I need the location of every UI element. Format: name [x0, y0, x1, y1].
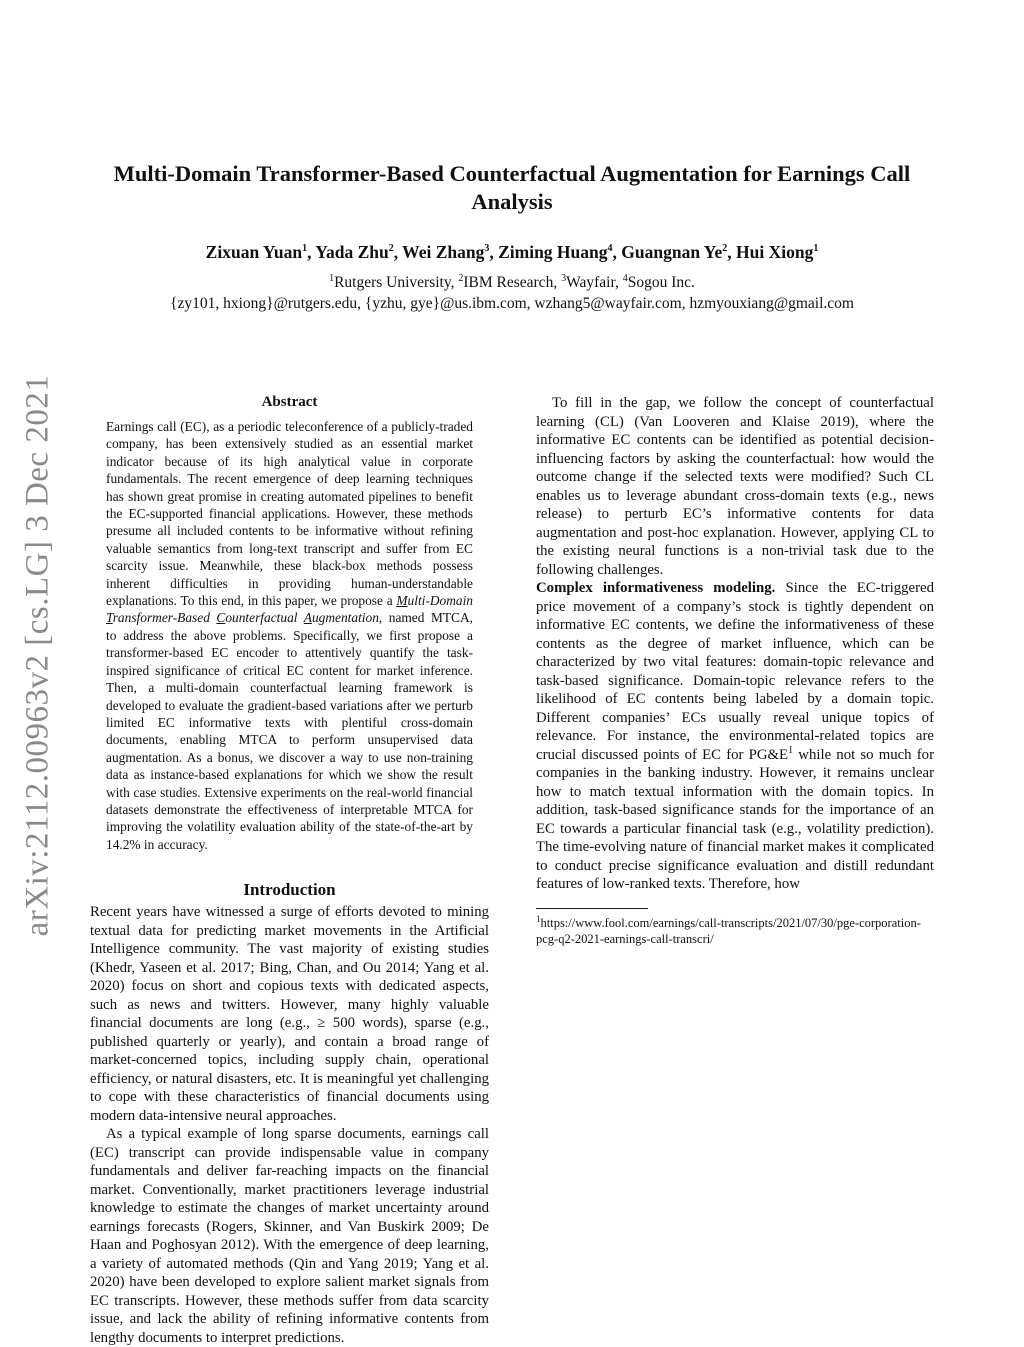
- author: Yada Zhu$^2$: [315, 242, 394, 262]
- author: Zixuan Yuan$^1$: [205, 242, 308, 262]
- author: Hui Xiong$^1$: [736, 242, 819, 262]
- right-column: [536, 394, 934, 948]
- author-emails: {zy101, hxiong}@rutgers.edu, {yzhu, gye}@us.ibm.com, wzhang5@wayfair.com, hzmyouxiang@gmail.com: [170, 295, 854, 312]
- intro-paragraph-2: As a typical example of long sparse documents, earnings call (EC) transcript can provide indispensable value in company fundamentals and deliver far-reaching impacts on the financial market. Conventionally, market practitioners leverage industrial knowledge to estimate the changes of market uncertainty around earnings forecasts (Rogers, Skinner, and Van Buskirk 2009; De Haan and Poghosyan 2012). With the emergence of deep learning, a variety of automated methods (Qin and Yang 2019; Yang et al. 2020) have been developed to explore salient market signals from EC transcripts. However, these methods suffer from data scarcity issue, and lack the ability of refining informative contents from lengthy documents to interpret predictions.: [90, 1126, 489, 1346]
- left-column: [90, 392, 489, 1347]
- footnote-ref: 1: [788, 744, 794, 756]
- author: Wei Zhang$^3$: [402, 242, 490, 262]
- arxiv-id: arXiv:2112.00963v2 [cs.LG] 3 Dec 2021: [19, 374, 56, 936]
- abstract-text: Earnings call (EC), as a periodic teleconference of a publicly-traded company, has been extensively studied as an essential market indicator because of its high analytical value in corporate fundamentals. The recent emergence of deep learning techniques has shown great promise in creating automated pipelines to benefit the EC-supported financial applications. However, these methods presume all included contents to be informative without refining valuable semantics from long-text transcript and suffer from EC scarcity issue. Meanwhile, these black-box methods possess inherent difficulties in providing human-understandable explanations. To this end, in this paper, we propose a Multi-Domain Transformer-Based Counterfactual Augmentation, named MTCA, to address the above problems. Specifically, we first propose a transformer-based EC encoder to attentively quantify the task-inspired significance of critical EC content for market inference. Then, a multi-domain counterfactual learning framework is developed to evaluate the gradient-based variations after we perturb limited EC informative texts with plentiful cross-domain documents, enabling MTCA to perform unsupervised data augmentation. As a bonus, we discover a way to use non-training data as instance-based explanations for which we show the result with case studies. Extensive experiments on the real-world financial datasets demonstrate the effectiveness of interpretable MTCA for improving the volatility evaluation ability of the state-of-the-art by 14.2% in accuracy.: [106, 419, 473, 852]
- author-list: Zixuan Yuan$^1$, Yada Zhu$^2$, Wei Zhang$^3$, Ziming Huang$^4$, Guangnan Ye$^2$, Hui Xiong$^1$: [205, 242, 819, 262]
- method-name: Multi-Domain Transformer-Based Counterfactual Augmentation: [106, 593, 473, 626]
- arxiv-stamp: [18, 360, 58, 950]
- author: Guangnan Ye$^2$: [621, 242, 728, 262]
- abstract-heading: Abstract: [261, 394, 318, 410]
- footnote: $^1$https://www.fool.com/earnings/call-transcripts/2021/07/30/pge-corporation-pcg-q2-2021-earnings-call-transcri/: [536, 913, 921, 946]
- intro-paragraph-1: Recent years have witnessed a surge of efforts devoted to mining textual data for predicting market movements in the Artificial Intelligence community. The vast majority of existing studies (Khedr, Yaseen et al. 2017; Bing, Chan, and Ou 2014; Yang et al. 2020) focus on short and copious texts with dedicated aspects, such as news and twitters. However, many highly valuable financial documents are long (e.g., ≥ 500 words), sparse (e.g., published quarterly or yearly), and contain a broad range of market-concerned topics, including supply chain, operational efficiency, or natural disasters, etc. It is meaningful yet challenging to cope with these characteristics of financial documents using modern data-intensive neural approaches.: [90, 904, 489, 1124]
- footnote-divider: [536, 908, 648, 909]
- paper-title: Multi-Domain Transformer-Based Counterfactual Augmentation for Earnings Call Analysis: [113, 161, 911, 214]
- author: Ziming Huang$^4$: [498, 242, 613, 262]
- affiliations: $^1$Rutgers University, $^2$IBM Research, $^3$Wayfair, $^4$Sogou Inc.: [329, 272, 695, 291]
- intro-paragraph-3: To fill in the gap, we follow the concept of counterfactual learning (CL) (Van Looveren and Klaise 2019), where the informative EC contents can be identified as potential decision-influencing factors by asking the counterfactual: how would the outcome change if the selected texts were modified? Such CL enables us to leverage abundant cross-domain texts (e.g., news release) to perturb EC’s informative contents for data augmentation and post-hoc explanation. However, applying CL to the existing neural functions is a non-trivial task due to the following challenges.: [536, 395, 934, 578]
- paragraph-runin-heading: Complex informativeness modeling.: [536, 580, 776, 596]
- footnote-url[interactable]: https://www.fool.com/earnings/call-transcripts/2021/07/30/pge-corporation-pcg-q2-2021-earnings-call-transcri/: [536, 915, 921, 946]
- introduction-heading: Introduction: [243, 880, 336, 900]
- intro-paragraph-4: Complex informativeness modeling. Since the EC-triggered price movement of a company’s stock is tightly dependent on informative EC contents, we define the informativeness of these contents as the degree of market influence, which can be characterized by two vital features: domain-topic relevance and task-based significance. Domain-topic relevance refers to the likelihood of EC contents being labeled by a domain topic. Different companies’ ECs usually reveal unique topics of relevance. For instance, the environmental-related topics are crucial discussed points of EC for $PG\&E^1$ while not so much for companies in the banking industry. However, it remains unclear how to match textual information with the domain topics. In addition, task-based significance stands for the importance of an EC towards a particular financial task (e.g., volatility prediction). The time-evolving nature of financial market makes it complicated to conduct precise significance evaluation and distill redundant features of low-ranked texts. Therefore, how: [536, 580, 934, 892]
